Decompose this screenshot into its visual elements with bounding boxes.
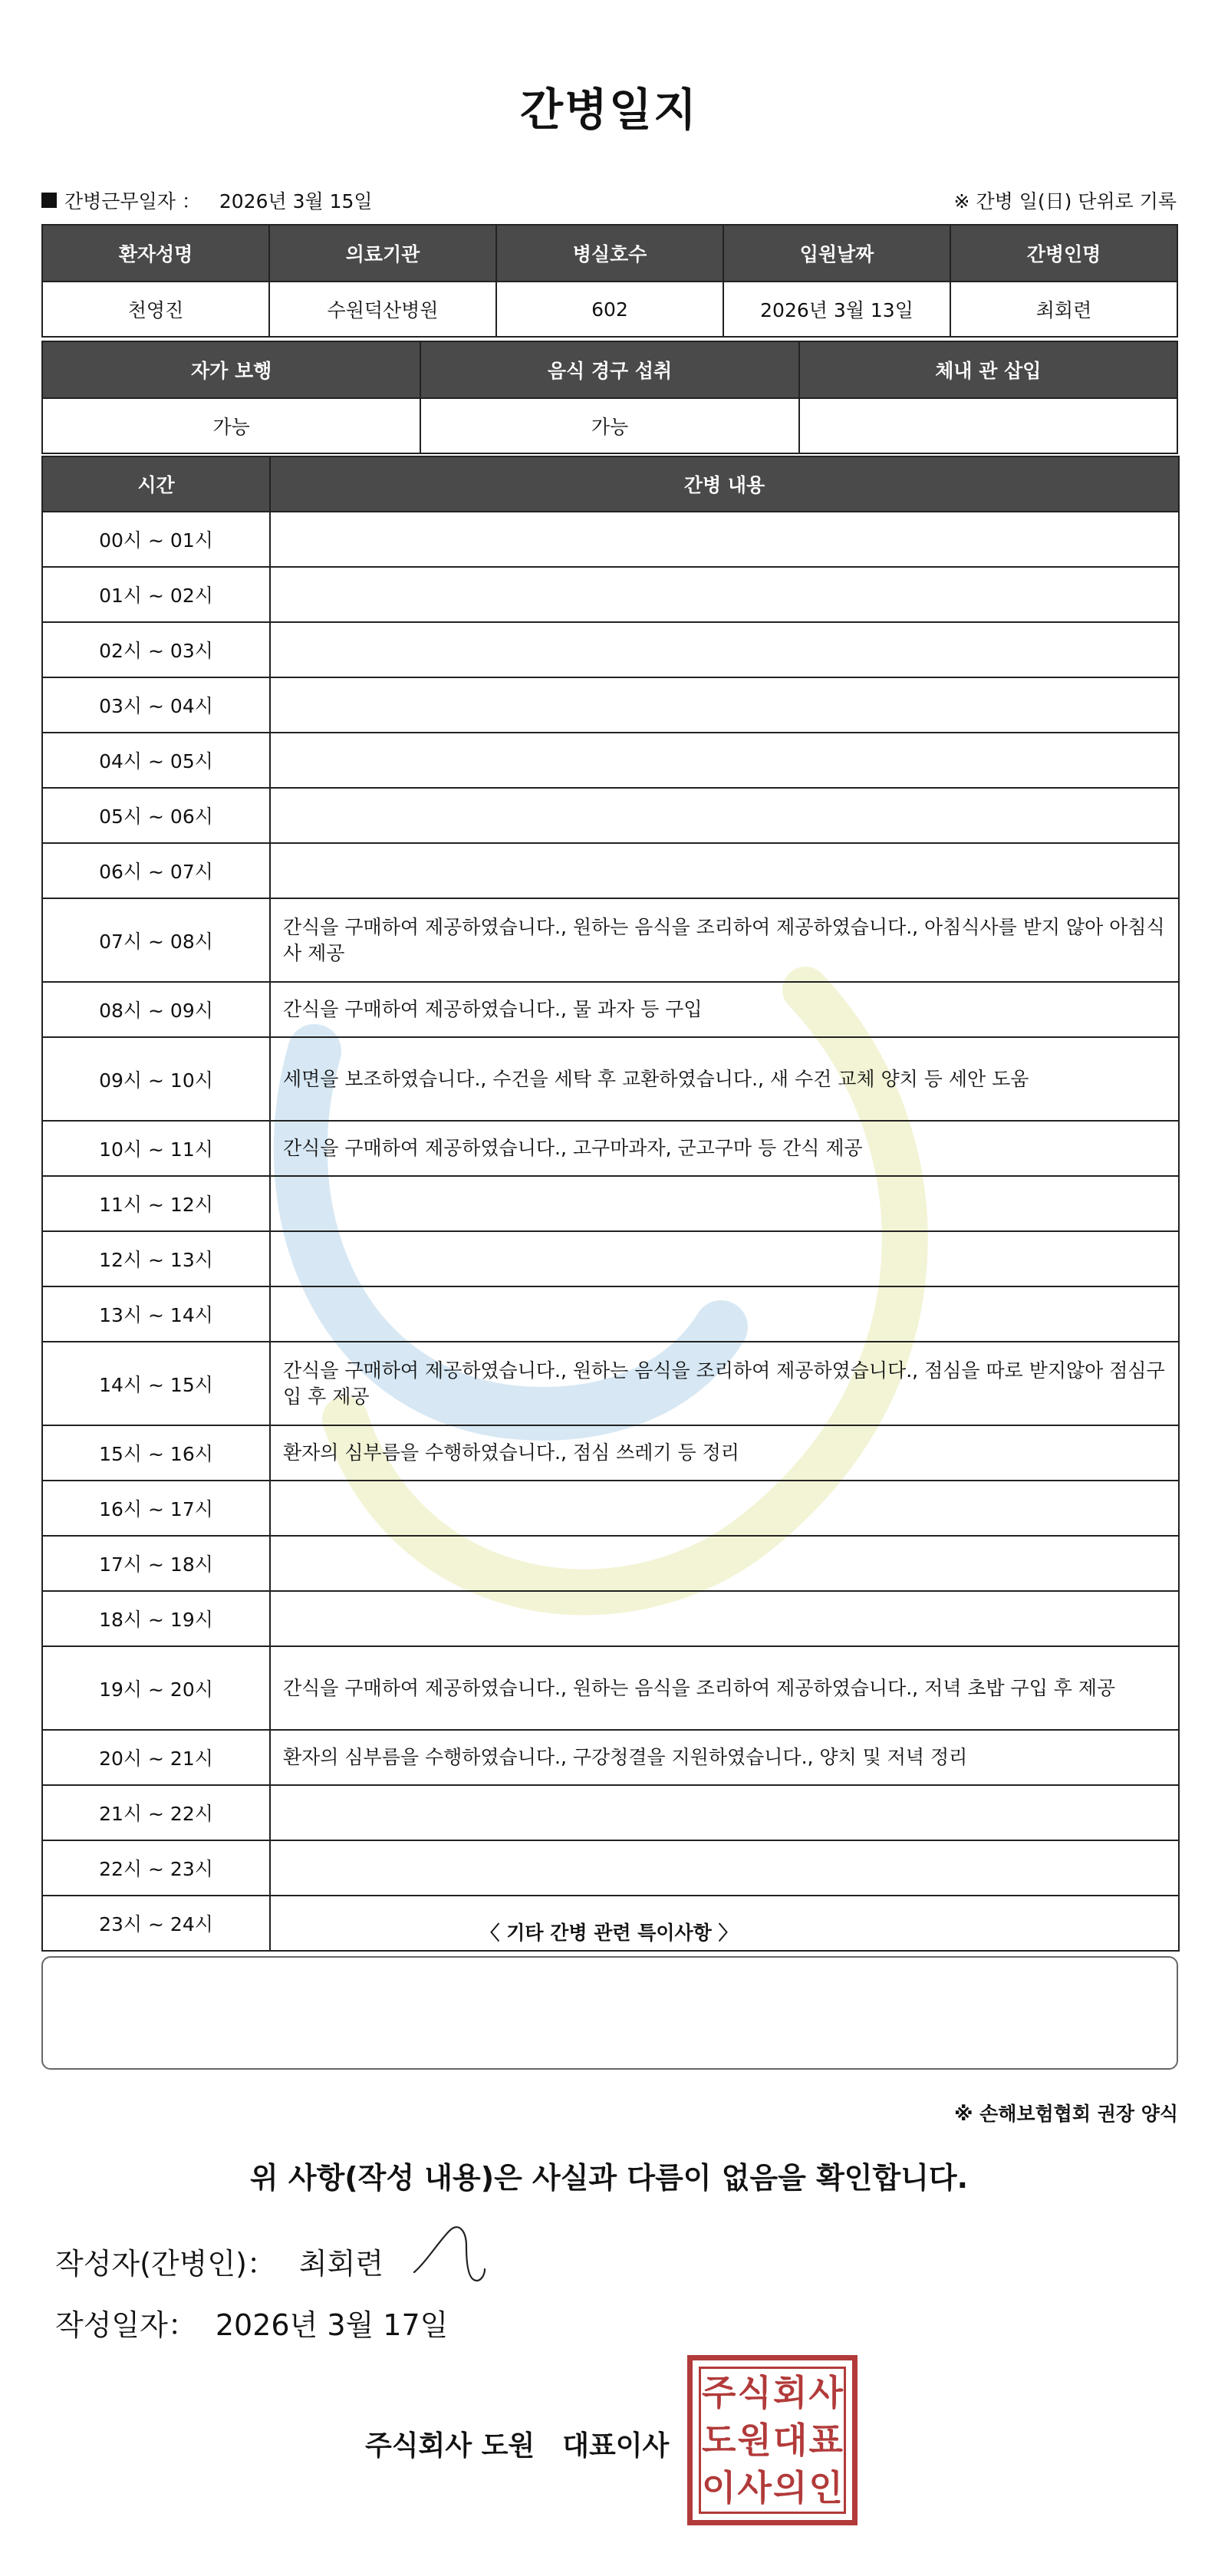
written-date-line xyxy=(55,2301,448,2344)
care-log-table xyxy=(41,456,1180,1952)
patient-ability-table xyxy=(41,341,1178,454)
care-content xyxy=(270,733,1179,788)
handwritten-signature xyxy=(411,2223,495,2284)
time-slot: 08시 ~ 09시 xyxy=(42,982,270,1037)
time-slot: 07시 ~ 08시 xyxy=(42,898,270,982)
writer-line xyxy=(55,2240,384,2282)
time-slot: 20시 ~ 21시 xyxy=(42,1730,270,1785)
notes-title: 〈 기타 간병 관련 특이사항 〉 xyxy=(480,1922,738,1944)
writer-name: 최회련 xyxy=(298,2247,384,2281)
header-caregiver-name: 간병인명 xyxy=(950,225,1177,282)
care-content: 간식을 구매하여 제공하였습니다., 원하는 음식을 조리하여 제공하였습니다., 점심을 따로 받지않아 점심구입 후 제공 xyxy=(270,1342,1179,1425)
table-row xyxy=(42,1037,1179,1121)
seal-char: 이 xyxy=(702,2467,736,2508)
table-row xyxy=(42,1840,1179,1896)
self-walking: 가능 xyxy=(42,398,420,453)
time-slot: 09시 ~ 10시 xyxy=(42,1037,270,1121)
work-date xyxy=(41,186,373,214)
care-content: 환자의 심부름을 수행하였습니다., 구강청결을 지원하였습니다., 양치 및 저녁 정리 xyxy=(270,1730,1179,1785)
patient-info-table xyxy=(41,224,1178,338)
patient-name: 천영진 xyxy=(42,282,269,337)
table-row xyxy=(42,1176,1179,1231)
work-date-label: 간병근무일자 ： xyxy=(64,190,201,212)
table-row xyxy=(42,677,1179,733)
seal-char: 도 xyxy=(702,2420,736,2461)
page-title: 간병일지 xyxy=(519,84,699,136)
table-row xyxy=(42,788,1179,843)
seal-char: 대 xyxy=(773,2420,808,2461)
time-slot: 04시 ~ 05시 xyxy=(42,733,270,788)
table-row xyxy=(42,1730,1179,1785)
time-slot: 12시 ~ 13시 xyxy=(42,1231,270,1286)
header-time: 시간 xyxy=(42,456,270,512)
care-content xyxy=(270,567,1179,622)
tube-insertion xyxy=(799,398,1177,453)
seal-char: 사 xyxy=(808,2372,843,2413)
header-oral-intake: 음식 경구 섭취 xyxy=(420,341,798,398)
seal-text xyxy=(701,2369,844,2512)
work-date-value: 2026년 3월 15일 xyxy=(219,190,373,212)
header-admission-date: 입원날짜 xyxy=(723,225,950,282)
time-slot: 23시 ~ 24시 xyxy=(42,1896,270,1951)
admission-date: 2026년 3월 13일 xyxy=(723,282,950,337)
table-row xyxy=(42,898,1179,982)
care-content: 간식을 구매하여 제공하였습니다., 물 과자 등 구입 xyxy=(270,982,1179,1037)
time-slot: 13시 ~ 14시 xyxy=(42,1286,270,1342)
time-slot: 11시 ~ 12시 xyxy=(42,1176,270,1231)
time-slot: 00시 ~ 01시 xyxy=(42,512,270,567)
care-content xyxy=(270,1785,1179,1840)
table-row xyxy=(42,843,1179,898)
time-slot: 01시 ~ 02시 xyxy=(42,567,270,622)
table-row xyxy=(42,1286,1179,1342)
table-row xyxy=(42,1785,1179,1840)
care-content xyxy=(270,1176,1179,1231)
time-slot: 21시 ~ 22시 xyxy=(42,1785,270,1840)
table-row xyxy=(42,1121,1179,1176)
time-slot: 10시 ~ 11시 xyxy=(42,1121,270,1176)
table-row xyxy=(42,1591,1179,1646)
care-content: 간식을 구매하여 제공하였습니다., 원하는 음식을 조리하여 제공하였습니다., 아침식사를 받지 않아 아침식사 제공 xyxy=(270,898,1179,982)
header-self-walking: 자가 보행 xyxy=(42,341,420,398)
written-date-value: 2026년 3월 17일 xyxy=(215,2308,449,2342)
time-slot: 18시 ~ 19시 xyxy=(42,1591,270,1646)
time-slot: 16시 ~ 17시 xyxy=(42,1481,270,1536)
care-content xyxy=(270,1231,1179,1286)
care-content xyxy=(270,1481,1179,1536)
care-content xyxy=(270,512,1179,567)
table-row xyxy=(42,622,1179,677)
writer-label: 작성자(간병인)： xyxy=(55,2247,276,2281)
time-slot: 05시 ~ 06시 xyxy=(42,788,270,843)
time-slot: 06시 ~ 07시 xyxy=(42,843,270,898)
table-row xyxy=(42,1536,1179,1591)
table-row xyxy=(42,567,1179,622)
care-content xyxy=(270,788,1179,843)
care-content: 간식을 구매하여 제공하였습니다., 원하는 음식을 조리하여 제공하였습니다., 저녁 초밥 구입 후 제공 xyxy=(270,1646,1179,1730)
company-seal xyxy=(687,2355,858,2525)
caregiver-name: 최회련 xyxy=(950,282,1177,337)
seal-char: 표 xyxy=(808,2420,843,2461)
seal-char: 의 xyxy=(773,2467,808,2508)
care-content: 세면을 보조하였습니다., 수건을 세탁 후 교환하였습니다., 새 수건 교체 양치 등 세안 도움 xyxy=(270,1037,1179,1121)
header-room-number: 병실호수 xyxy=(496,225,723,282)
time-slot: 22시 ~ 23시 xyxy=(42,1840,270,1896)
seal-char: 인 xyxy=(808,2467,843,2508)
room-number: 602 xyxy=(496,282,723,337)
company-name: 주식회사 도원 xyxy=(365,2430,535,2462)
time-slot: 19시 ~ 20시 xyxy=(42,1646,270,1730)
table-row xyxy=(42,733,1179,788)
form-source-note: ※ 손해보험협회 권장 양식 xyxy=(954,2103,1178,2125)
seal-inner xyxy=(699,2367,846,2514)
hospital: 수원덕산병원 xyxy=(269,282,496,337)
written-date-label: 작성일자： xyxy=(55,2308,197,2342)
square-bullet-icon xyxy=(41,193,57,208)
seal-char: 주 xyxy=(702,2372,736,2413)
seal-char: 회 xyxy=(773,2372,808,2413)
seal-char: 식 xyxy=(737,2372,772,2413)
time-slot: 15시 ~ 16시 xyxy=(42,1425,270,1481)
care-content xyxy=(270,843,1179,898)
care-content xyxy=(270,677,1179,733)
header-patient-name: 환자성명 xyxy=(42,225,269,282)
notes-box xyxy=(41,1956,1178,2070)
care-content xyxy=(270,1896,1179,1951)
table-row xyxy=(42,1896,1179,1951)
header-hospital: 의료기관 xyxy=(269,225,496,282)
confirmation-statement: 위 사항(작성 내용)은 사실과 다름이 없음을 확인합니다. xyxy=(249,2161,969,2195)
table-row xyxy=(42,982,1179,1037)
care-content xyxy=(270,1591,1179,1646)
company-title: 대표이사 xyxy=(562,2430,670,2462)
oral-intake: 가능 xyxy=(420,398,798,453)
record-unit-note: ※ 간병 일(日) 단위로 기록 xyxy=(953,190,1177,212)
table-row xyxy=(42,1425,1179,1481)
care-content: 환자의 심부름을 수행하였습니다., 점심 쓰레기 등 정리 xyxy=(270,1425,1179,1481)
table-row xyxy=(42,1646,1179,1730)
seal-char: 원 xyxy=(737,2420,772,2461)
table-row xyxy=(42,1231,1179,1286)
care-content xyxy=(270,1840,1179,1896)
header-tube-insertion: 체내 관 삽입 xyxy=(799,341,1177,398)
table-row xyxy=(42,512,1179,567)
seal-char: 사 xyxy=(737,2467,772,2508)
time-slot: 03시 ~ 04시 xyxy=(42,677,270,733)
care-content xyxy=(270,1286,1179,1342)
meta-row xyxy=(41,186,1177,212)
care-content: 간식을 구매하여 제공하였습니다., 고구마과자, 군고구마 등 간식 제공 xyxy=(270,1121,1179,1176)
care-content xyxy=(270,1536,1179,1591)
time-slot: 17시 ~ 18시 xyxy=(42,1536,270,1591)
time-slot: 02시 ~ 03시 xyxy=(42,622,270,677)
table-row xyxy=(42,1481,1179,1536)
header-care-content: 간병 내용 xyxy=(270,456,1179,512)
company-line xyxy=(365,2424,669,2463)
table-row xyxy=(42,1342,1179,1425)
care-content xyxy=(270,622,1179,677)
time-slot: 14시 ~ 15시 xyxy=(42,1342,270,1425)
